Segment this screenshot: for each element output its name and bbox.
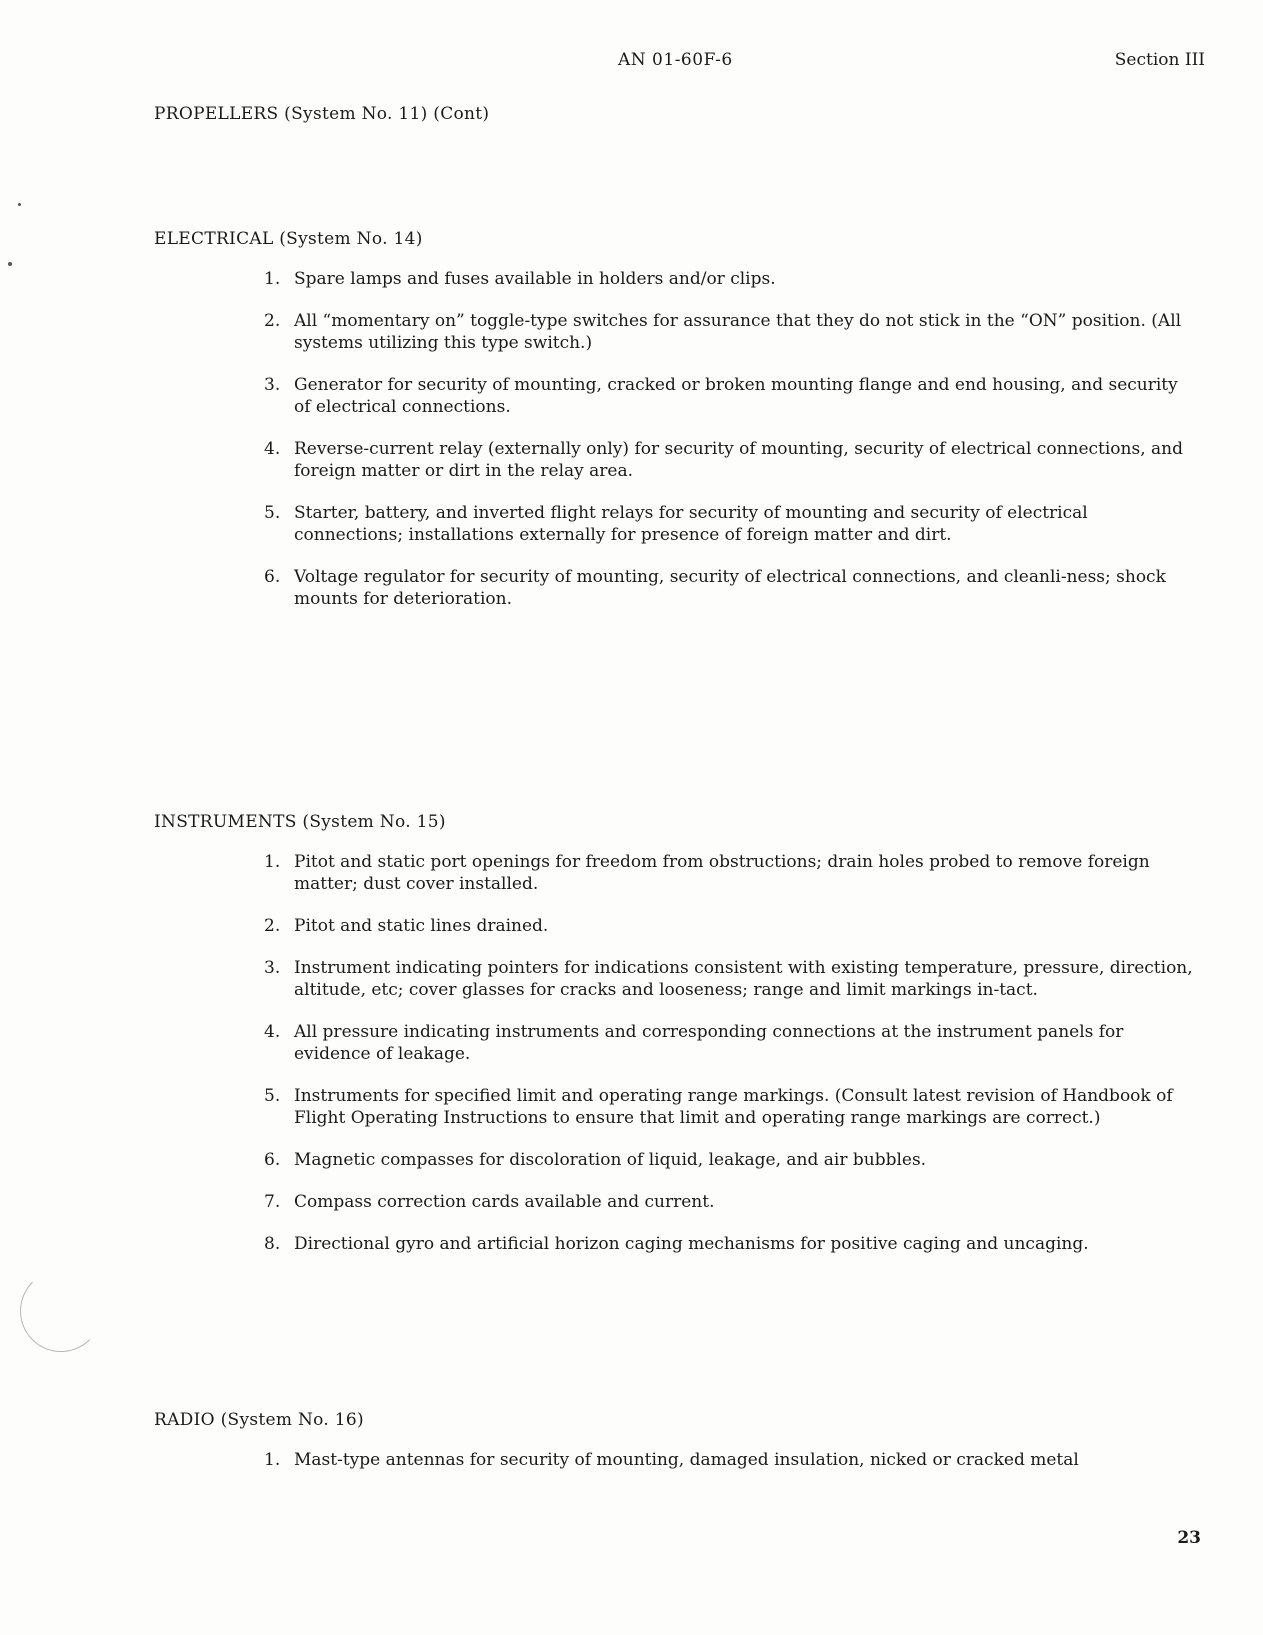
item-number: 3.	[264, 375, 281, 395]
section-label: Section III	[1114, 50, 1205, 70]
item-text: Starter, battery, and inverted flight relays for security of mounting and security of electrical connections; installations externally for presence of foreign matter and dirt.	[294, 503, 1088, 545]
list-item	[264, 957, 1194, 1001]
radio-list	[264, 1449, 1194, 1491]
item-text: All “momentary on” toggle-type switches for assurance that they do not stick in the “ON” position. (All systems utilizing this type switch.)	[294, 311, 1182, 353]
section-heading-radio: RADIO (System No. 16)	[154, 1410, 364, 1430]
item-text: Spare lamps and fuses available in holders and/or clips.	[294, 269, 776, 289]
item-number: 4.	[264, 1022, 281, 1042]
list-item	[264, 1233, 1194, 1255]
scan-speck	[18, 203, 21, 206]
electrical-list	[264, 268, 1194, 630]
list-item	[264, 1149, 1194, 1171]
item-text: Magnetic compasses for discoloration of liquid, leakage, and air bubbles.	[294, 1150, 927, 1170]
list-item	[264, 310, 1194, 354]
list-item	[264, 1085, 1194, 1129]
list-item	[264, 268, 1194, 290]
list-item	[264, 1191, 1194, 1213]
scan-speck	[8, 262, 12, 266]
item-text: All pressure indicating instruments and corresponding connections at the instrument panels for evidence of leakage.	[294, 1022, 1124, 1064]
item-text: Pitot and static port openings for freedom from obstructions; drain holes probed to remove foreign matter; dust cover installed.	[294, 852, 1150, 894]
punch-hole-shadow	[20, 1270, 102, 1352]
item-number: 5.	[264, 1086, 281, 1106]
list-item	[264, 915, 1194, 937]
item-number: 6.	[264, 567, 281, 587]
item-number: 1.	[264, 269, 281, 289]
item-number: 7.	[264, 1192, 281, 1212]
item-text: Reverse-current relay (externally only) for security of mounting, security of electrical connections, and foreign matter or dirt in the relay area.	[294, 439, 1183, 481]
page-number: 23	[1177, 1528, 1201, 1548]
item-text: Mast-type antennas for security of mounting, damaged insulation, nicked or cracked metal	[294, 1450, 1079, 1470]
item-number: 8.	[264, 1234, 281, 1254]
item-number: 1.	[264, 852, 281, 872]
item-text: Pitot and static lines drained.	[294, 916, 549, 936]
item-text: Compass correction cards available and current.	[294, 1192, 715, 1212]
item-text: Directional gyro and artificial horizon caging mechanisms for positive caging and uncaging.	[294, 1234, 1089, 1254]
item-number: 5.	[264, 503, 281, 523]
item-number: 6.	[264, 1150, 281, 1170]
section-heading-electrical: ELECTRICAL (System No. 14)	[154, 229, 423, 249]
instruments-list	[264, 851, 1194, 1275]
list-item	[264, 374, 1194, 418]
list-item	[264, 1021, 1194, 1065]
item-text: Instruments for specified limit and operating range markings. (Consult latest revision of Handbook of Flight Operating Instructions to ensure that limit and operating range markings are correct.)	[294, 1086, 1173, 1128]
section-heading-propellers: PROPELLERS (System No. 11) (Cont)	[154, 104, 490, 124]
item-text: Instrument indicating pointers for indications consistent with existing temperature, pressure, direction, altitude, etc; cover glasses for cracks and looseness; range and limit markings in-tact.	[294, 958, 1193, 1000]
list-item	[264, 502, 1194, 546]
document-id: AN 01-60F-6	[618, 50, 733, 70]
item-number: 3.	[264, 958, 281, 978]
item-text: Generator for security of mounting, cracked or broken mounting flange and end housing, and security of electrical connections.	[294, 375, 1178, 417]
item-number: 2.	[264, 916, 281, 936]
list-item	[264, 438, 1194, 482]
item-number: 1.	[264, 1450, 281, 1470]
item-text: Voltage regulator for security of mounting, security of electrical connections, and cleanli-ness; shock mounts for deterioration.	[294, 567, 1166, 609]
list-item	[264, 851, 1194, 895]
section-heading-instruments: INSTRUMENTS (System No. 15)	[154, 812, 446, 832]
item-number: 2.	[264, 311, 281, 331]
item-number: 4.	[264, 439, 281, 459]
list-item	[264, 1449, 1194, 1471]
list-item	[264, 566, 1194, 610]
